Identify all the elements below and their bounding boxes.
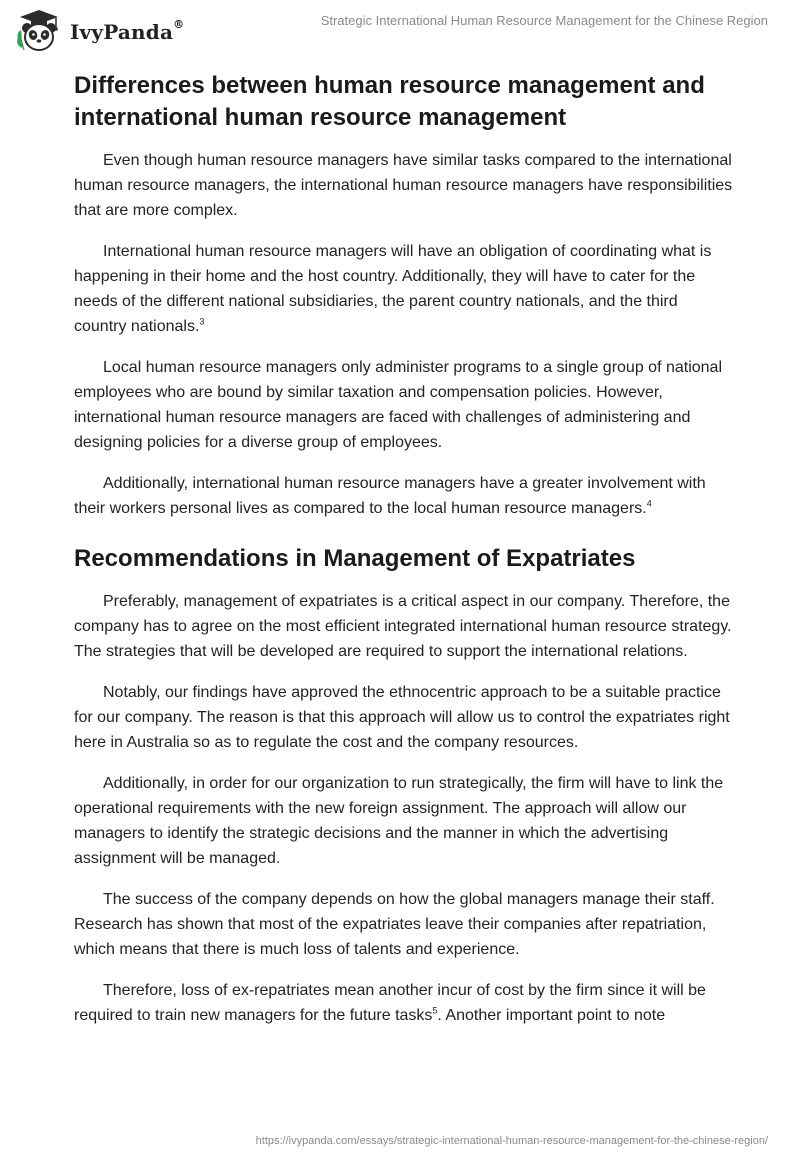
footnote-ref[interactable]: 3 [199, 316, 205, 327]
document-title: Strategic International Human Resource Management for the Chinese Region [320, 13, 768, 28]
section-heading-recommendations: Recommendations in Management of Expatriates [74, 545, 636, 572]
paragraph: Local human resource managers only administer programs to a single group of national employees who are bound by similar taxation and compensation policies. However, international human resource managers are faced with challenges of administering and designing policies for a diverse group of employees. [74, 359, 723, 451]
logo-text: IvyPanda® [70, 18, 185, 44]
page-header [0, 0, 800, 60]
footnote-ref[interactable]: 5 [432, 1005, 438, 1016]
panda-graduate-icon [14, 8, 64, 54]
essay-content [74, 70, 734, 1044]
paragraph: Additionally, in order for our organization to run strategically, the firm will have to link the operational requirements with the new foreign assignment. The approach will allow our managers to identify the strategic decisions and the manner in which the advertising assignment will be managed. [74, 775, 724, 867]
paragraph: Even though human resource managers have similar tasks compared to the international human resource managers, the international human resource managers have responsibilities that are more complex. [74, 152, 733, 219]
paragraph: Additionally, international human resource managers have a greater involvement with their workers personal lives as compared to the local human resource managers.$^4$ [74, 475, 706, 517]
paragraph: International human resource managers will have an obligation of coordinating what is happening in their home and the host country. Additionally, they will have to cater for the needs of the different national subsidiaries, the parent country nationals, and the third country nationals.$^3$ [74, 243, 712, 335]
registered-mark: ® [173, 18, 185, 31]
ivypanda-logo[interactable] [14, 8, 184, 54]
paragraph: The success of the company depends on how the global managers manage their staff. Research has shown that most of the expatriates leave their companies after repatriation, which means that there is much loss of talents and experience. [74, 891, 715, 958]
source-url[interactable]: https://ivypanda.com/essays/strategic-international-human-resource-management-for-the-chinese-region/ [255, 1135, 768, 1147]
footnote-ref[interactable]: 4 [646, 498, 652, 509]
section-heading-differences: Differences between human resource management and international human resource management [74, 72, 705, 131]
paragraph: Therefore, loss of ex-repatriates mean another incur of cost by the firm since it will be required to train new managers for the future tasks$^5$. Another important point to note [74, 982, 706, 1024]
paragraph: Preferably, management of expatriates is a critical aspect in our company. Therefore, the company has to agree on the most efficient integrated international human resource strategy. The strategies that will be developed are required to support the international relations. [74, 593, 732, 660]
paragraph: Notably, our findings have approved the ethnocentric approach to be a suitable practice for our company. The reason is that this approach will allow us to control the expatriates right here in Australia so as to regulate the cost and the company resources. [74, 684, 730, 751]
